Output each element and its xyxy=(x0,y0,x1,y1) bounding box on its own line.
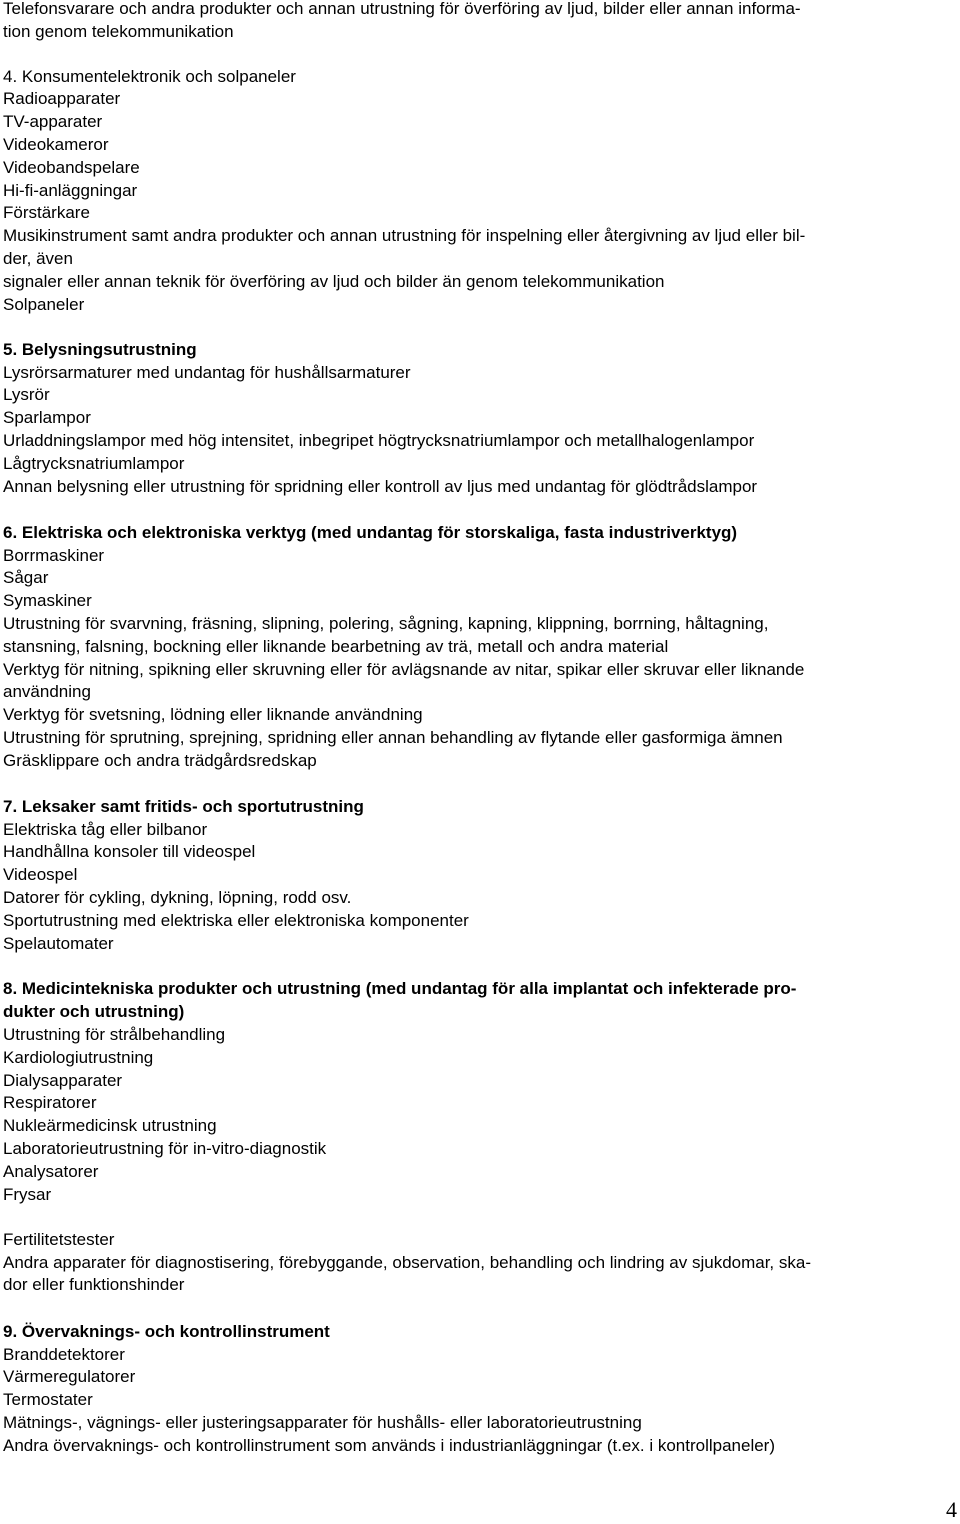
text-line: Andra apparater för diagnostisering, förebyggande, observation, behandling och lindring av sjukdomar, ska- xyxy=(3,1252,811,1272)
text-line: Respiratorer xyxy=(3,1093,97,1113)
text-line: Kardiologiutrustning xyxy=(3,1047,154,1067)
page-number: 4 xyxy=(946,1497,957,1522)
text-line: Handhållna konsoler till videospel xyxy=(3,842,256,862)
text-line: Värmeregulatorer xyxy=(3,1367,136,1387)
text-line: tion genom telekommunikation xyxy=(3,22,234,41)
text-line: Dialysapparater xyxy=(3,1070,123,1090)
text-line: Laboratorieutrustning för in-vitro-diagnostik xyxy=(3,1138,327,1158)
text-line: Utrustning för svarvning, fräsning, slipning, polering, sågning, kapning, klippning, borrning, håltagning, xyxy=(3,613,769,633)
text-line: Solpaneler xyxy=(3,294,85,314)
text-line: TV-apparater xyxy=(3,112,103,132)
text-line: signaler eller annan teknik för överföring av ljud och bilder än genom telekommunikation xyxy=(3,271,665,291)
text-line: Radioapparater xyxy=(3,89,121,109)
text-line: Spelautomater xyxy=(3,933,114,953)
text-block xyxy=(3,1229,811,1297)
text-line: Utrustning för sprutning, sprejning, spridning eller annan behandling av flytande eller gasformiga ämnen xyxy=(3,727,783,747)
section-heading: 7. Leksaker samt fritids- och sportutrustning xyxy=(3,796,364,816)
text-line: Termostater xyxy=(3,1390,93,1410)
text-line: Borrmaskiner xyxy=(3,545,105,565)
text-line: Urladdningslampor med hög intensitet, inbegripet högtrycksnatriumlampor och metallhalogenlampor xyxy=(3,430,755,450)
text-line: Videospel xyxy=(3,865,78,885)
text-line: Lysrör xyxy=(3,385,50,405)
text-line: Lågtrycksnatriumlampor xyxy=(3,453,185,473)
text-line: Lysrörsarmaturer med undantag för hushållsarmaturer xyxy=(3,362,411,382)
text-line: Sparlampor xyxy=(3,408,91,428)
text-line: Symaskiner xyxy=(3,591,92,611)
text-block xyxy=(3,796,469,956)
text-line: användning xyxy=(3,682,91,702)
text-line: Annan belysning eller utrustning för spridning eller kontroll av ljus med undantag för glödtrådslampor xyxy=(3,476,758,496)
text-line: der, även xyxy=(3,249,73,269)
text-line: Hi-fi-anläggningar xyxy=(3,180,138,200)
text-block xyxy=(3,522,804,773)
text-line: Förstärkare xyxy=(3,203,90,223)
text-line: Telefonsvarare och andra produkter och annan utrustning för överföring av ljud, bilder eller annan informa- xyxy=(3,0,801,19)
text-block xyxy=(3,339,757,499)
section-heading: 5. Belysningsutrustning xyxy=(3,339,197,359)
text-line: Utrustning för strålbehandling xyxy=(3,1024,226,1044)
text-line: 4. Konsumentelektronik och solpaneler xyxy=(3,66,296,86)
text-line: Musikinstrument samt andra produkter och annan utrustning för inspelning eller återgivning av ljud eller bil- xyxy=(3,226,806,246)
text-line: Fertilitetstester xyxy=(3,1229,115,1249)
text-line: Verktyg för svetsning, lödning eller liknande användning xyxy=(3,705,423,725)
section-heading: 8. Medicintekniska produkter och utrustning (med undantag för alla implantat och infekterade pro- xyxy=(3,979,797,999)
text-line: Elektriska tåg eller bilbanor xyxy=(3,819,208,839)
text-block xyxy=(3,978,796,1206)
text-line: Branddetektorer xyxy=(3,1344,125,1364)
section-heading: dukter och utrustning) xyxy=(3,1002,185,1022)
text-line: Analysatorer xyxy=(3,1161,99,1181)
text-block xyxy=(3,1321,775,1458)
text-line: Mätnings-, vägnings- eller justeringsapparater för hushålls- eller laboratorieutrustning xyxy=(3,1412,642,1432)
text-block xyxy=(3,0,801,44)
text-line: Verktyg för nitning, spikning eller skruvning eller för avlägsnande av nitar, spikar eller skruvar eller liknande xyxy=(3,659,805,679)
text-line: Videobandspelare xyxy=(3,157,140,177)
text-line: Sågar xyxy=(3,568,49,588)
text-line: Frysar xyxy=(3,1184,52,1204)
text-block xyxy=(3,66,805,317)
text-line: stansning, falsning, bockning eller liknande bearbetning av trä, metall och andra material xyxy=(3,636,669,656)
text-line: Sportutrustning med elektriska eller elektroniska komponenter xyxy=(3,910,469,930)
section-heading: 6. Elektriska och elektroniska verktyg (med undantag för storskaliga, fasta industriverktyg) xyxy=(3,522,738,542)
text-line: dor eller funktionshinder xyxy=(3,1275,185,1295)
section-heading: 9. Övervaknings- och kontrollinstrument xyxy=(3,1321,330,1341)
text-line: Videokameror xyxy=(3,135,109,155)
text-line: Nukleärmedicinsk utrustning xyxy=(3,1116,217,1136)
text-line: Andra övervaknings- och kontrollinstrument som används i industrianläggningar (t.ex. i kontrollpaneler) xyxy=(3,1435,776,1455)
text-line: Gräsklippare och andra trädgårdsredskap xyxy=(3,750,317,770)
text-line: Datorer för cykling, dykning, löpning, rodd osv. xyxy=(3,887,352,907)
